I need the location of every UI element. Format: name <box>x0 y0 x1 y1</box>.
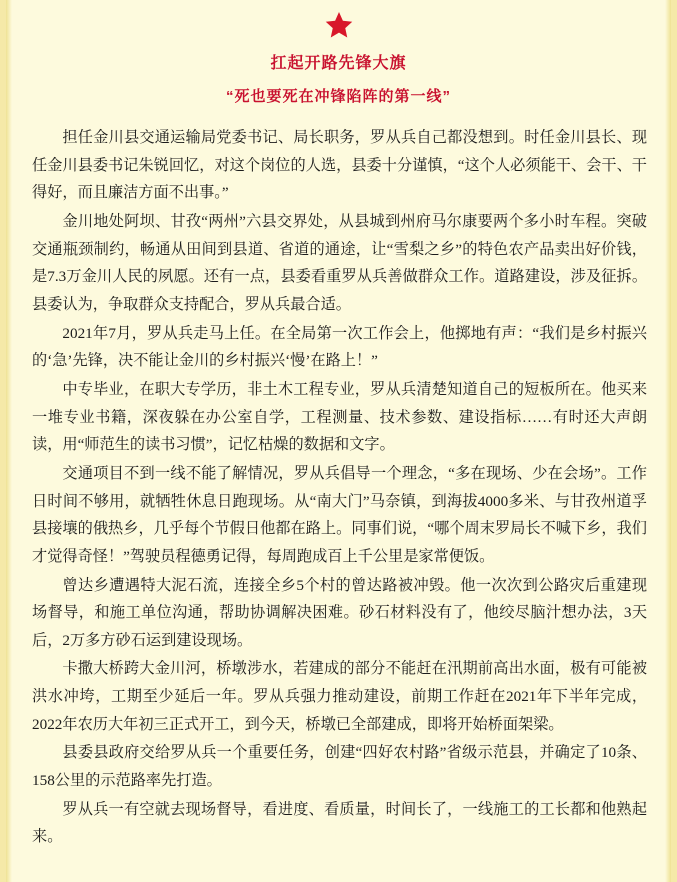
paragraph: 2021年7月，罗从兵走马上任。在全局第一次工作会上，他掷地有声：“我们是乡村振兴的‘急’先锋，决不能让金川的乡村振兴‘慢’在路上！” <box>32 324 647 370</box>
paragraph: 县委县政府交给罗从兵一个重要任务，创建“四好农村路”省级示范县，并确定了10条、158公里的示范路率先打造。 <box>32 744 647 790</box>
paragraph: 中专毕业，在职大专学历，非土木工程专业，罗从兵清楚知道自己的短板所在。他买来一堆专业书籍，深夜躲在办公室自学，工程测量、技术参数、建设指标……有时还大声朗读，用“师范生的读书习惯”，记忆枯燥的数据和文字。 <box>32 380 647 454</box>
paragraph: 卡撒大桥跨大金川河，桥墩涉水，若建成的部分不能赶在汛期前高出水面，极有可能被洪水冲垮，工期至少延后一年。罗从兵强力推动建设，前期工作赶在2021年下半年完成，2022年农历大年初三正式开工，到今天，桥墩已全部建成，即将开始桥面架梁。 <box>32 660 647 733</box>
paragraph: 罗从兵一有空就去现场督导，看进度、看质量，时间长了，一线施工的工长都和他熟起来。 <box>32 800 647 846</box>
paragraph: 担任金川县交通运输局党委书记、局长职务，罗从兵自己都没想到。时任金川县长、现任金川县委书记朱锐回忆，对这个岗位的人选，县委十分谨慎，“这个人必须能干、会干、干得好，而且廉洁方面不出事。” <box>32 129 647 202</box>
paragraph: 交通项目不到一线不能了解情况，罗从兵倡导一个理念，“多在现场、少在会场”。工作日时间不够用，就牺牲休息日跑现场。从“南大门”马奈镇，到海拔4000多米、与甘孜州道孚县接壤的俄热乡，几乎每个节假日他都在路上。同事们说，“哪个周末罗局长不喊下乡，我们才觉得奇怪！”驾驶员程德勇记得，每周跑成百上千公里是家常便饭。 <box>32 464 647 565</box>
star-emblem-container <box>6 0 671 46</box>
article-body <box>6 124 671 851</box>
article-subtitle: “死也要死在冲锋陷阵的第一线” <box>225 88 451 105</box>
article-title: 扛起开路先锋大旗 <box>270 55 407 72</box>
paragraph: 曾达乡遭遇特大泥石流，连接全乡5个村的曾达路被冲毁。他一次次到公路灾后重建现场督导，和施工单位沟通，帮助协调解决困难。砂石材料没有了，他绞尽脑汁想办法，3天后，2万多方砂石运到建设现场。 <box>32 576 647 649</box>
red-star-icon <box>324 10 354 40</box>
paragraph: 金川地处阿坝、甘孜“两州”六县交界处，从县城到州府马尔康要两个多小时车程。突破交通瓶颈制约，畅通从田间到县道、省道的通途，让“雪梨之乡”的特色农产品卖出好价钱，是7.3万金川人民的夙愿。还有一点，县委看重罗从兵善做群众工作。道路建设，涉及征拆。县委认为，争取群众支持配合，罗从兵最合适。 <box>32 212 647 313</box>
